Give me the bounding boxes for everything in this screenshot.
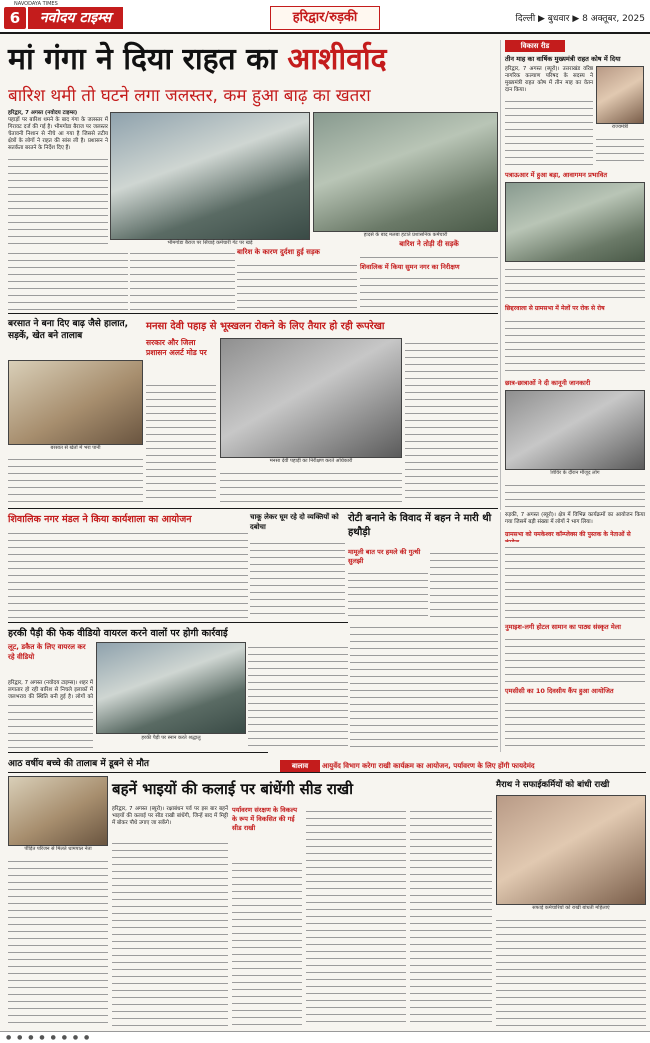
dateline: दिल्ली ▶ बुधवार ▶ 8 अक्तूबर, 2025 <box>515 14 645 24</box>
right-story3-heading: छिद्दरवाला से ग्रामसभा में मेलों पर रोक से रोष <box>505 305 605 312</box>
section-city-label: हरिद्वार/रुड़की <box>270 6 380 30</box>
right-story4-heading: छात्र-छात्राओं ने दी कानूनी जानकारी <box>505 379 591 387</box>
page-footer <box>0 1031 650 1043</box>
lead-subhead: बारिश थमी तो घटने लगा जलस्तर, कम हुआ बाढ़ का खतरा <box>8 86 371 106</box>
minister-photo <box>596 66 644 124</box>
right-column-headline: तीन माह का वार्षिक मुख्यमंत्री राहत कोष में दिया <box>505 55 621 63</box>
lead-headline <box>8 40 498 80</box>
text-lines <box>8 856 108 1026</box>
mid-body-text: हरिद्वार, 7 अगस्त (नवोदय टाइम्स)। शहर में लगातार हो रही बारिश से निचले इलाकों में जलभराव की स्थिति बनी हुई है। लोगों को <box>8 680 93 700</box>
right-story5-heading: ग्रामसभा को यमकेश्वर कॉम्प्लेक्स की पुस्तक के नेताओं से <box>505 531 631 538</box>
roads-broken-heading: बारिश ने तोड़ी दी सड़कें <box>399 240 459 248</box>
drowning-family-photo <box>8 776 108 846</box>
text-lines <box>348 568 428 620</box>
divider <box>8 772 646 773</box>
text-lines <box>505 480 645 510</box>
seed-rakhi-headline: बहनें भाइयों की कलाई पर बांधेंगी सीड राखी <box>112 780 354 798</box>
govt-alert-tag: सरकार और जिला प्रशासन अलर्ट मोड पर <box>146 338 207 357</box>
text-lines <box>237 260 357 310</box>
text-lines <box>505 542 645 620</box>
seed-rakhi-body: हरिद्वार, 7 अगस्त (ब्यूरो)। रक्षाबंधन पर्व पर इस बार बहनें भाइयों की कलाई पर सीड राखी बांधेंगी, जिन्हें बाद में मिट्टी में बोकर पौधे उगाए जा सकेंगे। <box>112 806 228 826</box>
text-lines <box>350 622 498 750</box>
text-lines <box>8 700 93 750</box>
masthead-logo: नवोदय टाइम्स <box>28 7 123 29</box>
text-lines <box>8 528 248 620</box>
text-lines <box>505 634 645 684</box>
divider <box>8 752 268 753</box>
text-lines <box>8 248 128 310</box>
sanitation-rakhi-headline: मैराथ ने सफाईकर्मियों को बांधी राखी <box>496 780 610 790</box>
lead-body: पहाड़ों पर बारिश थमने के बाद गंगा के जलस्तर में गिरावट दर्ज की गई है। भीमगोडा बैराज पर जलस्तर चेतावनी निशान से नीचे आ गया है जिससे तटीय क्षेत्रों के लोगों ने राहत की सांस ली है। प्रशासन ने सतर्कता बरतने के निर्देश दिए हैं। <box>8 117 108 151</box>
divider <box>8 508 498 509</box>
right-story2-heading: पत्राऊआर में हुआ बड़ा, आवागमन प्रभावित <box>505 171 608 179</box>
knife-arrest-headline: चाकू लेकर घूम रहे दो व्यक्तियों को दबोचा <box>250 513 339 531</box>
page-header <box>0 0 650 34</box>
right-column-lower <box>500 512 646 752</box>
camp-photo-caption: शिविर के दौरान मौजूद लोग <box>550 470 600 476</box>
masthead-tag: NAVODAYA TIMES <box>14 1 58 7</box>
text-lines <box>220 468 402 504</box>
flood-headline: बरसात ने बना दिए बाढ़ जैसे हालात, सड़कें, खेत बने तालाब <box>8 319 129 341</box>
roti-dispute-headline: रोटी बनाने के विवाद में बहन ने मारी थी हथौड़ी <box>348 513 492 538</box>
shivalik-workshop-headline: शिवालिक नगर मंडल ने किया कार्यशाला का आयोजन <box>8 514 192 525</box>
text-lines <box>8 454 143 504</box>
text-lines <box>596 134 644 166</box>
mansa-devi-headline: मनसा देवी पहाड़ से भूस्खलन रोकने के लिए तैयार हो रही रूपरेखा <box>146 321 385 332</box>
lead-headline-end: आशीर्वाद <box>287 42 387 77</box>
mansa-devi-photo-caption: मनसा देवी पहाड़ी का निरीक्षण करते अधिकारी <box>269 458 353 464</box>
fake-video-headline: हरकी पैड़ी की फेक वीडियो वायरल करने वालों पर होगी कार्रवाई <box>8 628 228 639</box>
right-column-tag: विकास रीड <box>505 40 565 52</box>
text-lines <box>130 248 235 310</box>
boy-drowning-headline: आठ वर्षीय बच्चे की तालाब में डूबने से मौत <box>8 759 150 769</box>
ghat-photo <box>96 642 246 734</box>
text-lines <box>505 316 645 376</box>
barrage-photo <box>110 112 310 240</box>
debris-photo-caption: हादसे के बाद मलबा हटाते प्रशासनिक कर्मचारी <box>363 232 448 238</box>
flood-photo-caption: बरसात से खेतों में भरा पानी <box>50 445 101 451</box>
text-lines <box>232 858 302 1026</box>
text-lines <box>505 698 645 750</box>
divider <box>8 622 348 623</box>
lead-text-column <box>8 110 108 260</box>
text-lines <box>505 264 645 302</box>
text-lines <box>306 806 406 1026</box>
road-damage-heading: बारिश के कारण दुर्दशा हुई सड़क <box>237 248 320 256</box>
barrage-photo-caption: भीमगोडा बैराज पर सिंचाई कर्मचारी गेट पर खड़े <box>167 240 253 246</box>
page-number: 6 <box>4 7 26 29</box>
mansa-devi-photo <box>220 338 402 458</box>
lead-dateline: हरिद्वार, 7 अगस्त (नवोदय टाइम्स) <box>8 110 78 116</box>
ghat-photo-caption: हरकी पैड़ी पर स्नान करते श्रद्धालु <box>141 735 201 741</box>
lead-headline-start: मां गंगा ने दिया राहत का <box>8 42 288 77</box>
suman-nagar-heading: शिवालिक में किया सुमन नगर का निरीक्षण <box>360 262 498 272</box>
registration-dots: ● ● ● ● ● ● ● ● <box>6 1034 92 1041</box>
divider <box>8 313 498 314</box>
text-lines <box>505 96 593 166</box>
right-column <box>500 40 646 510</box>
text-lines <box>496 915 646 1026</box>
right-column-body-2: रुड़की, 7 अगस्त (ब्यूरो)। क्षेत्र में विभिन्न कार्यक्रमों का आयोजन किया गया जिसमें बड़ी संख्या में लोगों ने भाग लिया। <box>505 512 645 525</box>
right-story-photo <box>505 182 645 262</box>
bottom-banner: आयुर्वेद विभाग करेगा राखी कार्यक्रम का आयोजन, पर्यावरण के लिए होंगी फायदेमंद <box>322 762 535 770</box>
text-lines <box>248 642 348 750</box>
sanitation-photo-caption: सफाई कर्मचारियों को राखी बांधती महिलाएं <box>532 905 610 911</box>
right-column-body: हरिद्वार, 7 अगस्त (ब्यूरो)। उत्तराखंड वरिष्ठ नागरिक कल्याण परिषद के सदस्य ने मुख्यमंत्री राहत कोष में तीन माह का वेतन दान किया। <box>505 66 593 93</box>
right-story6-heading: नुमाइश-लगी होटल सामान का पाठ्य संस्कृत मेला <box>505 623 621 631</box>
text-lines <box>430 548 498 620</box>
text-lines <box>112 838 228 1026</box>
text-lines <box>146 380 216 504</box>
sanitation-rakhi-photo <box>496 795 646 905</box>
text-lines <box>410 806 492 1026</box>
text-lines <box>360 252 498 310</box>
text-lines <box>250 538 345 620</box>
section-label: बालाव <box>280 760 320 772</box>
flood-photo <box>8 360 143 445</box>
text-lines <box>8 154 108 249</box>
fake-video-tag: लूट, डकैत के लिए वायरल कर रहे वीडियो <box>8 643 86 661</box>
seed-rakhi-tag: पर्यावरण संरक्षण के विकल्प के रूप में विकसित की गई सीड राखी <box>232 806 298 832</box>
right-story4-photo <box>505 390 645 470</box>
drowning-photo-caption: पीड़ित परिजन से मिलते धामपाल नेता <box>24 846 92 852</box>
minister-photo-label: राज्यमंत्री <box>611 124 629 130</box>
roti-dispute-tag: मामूली बात पर हमले की गुत्थी सुलझी <box>348 548 421 565</box>
text-lines <box>405 338 498 504</box>
right-story7-heading: एमसीसी का 10 दिवसीय कैंप हुआ आयोजित <box>505 687 614 695</box>
debris-photo <box>313 112 498 232</box>
